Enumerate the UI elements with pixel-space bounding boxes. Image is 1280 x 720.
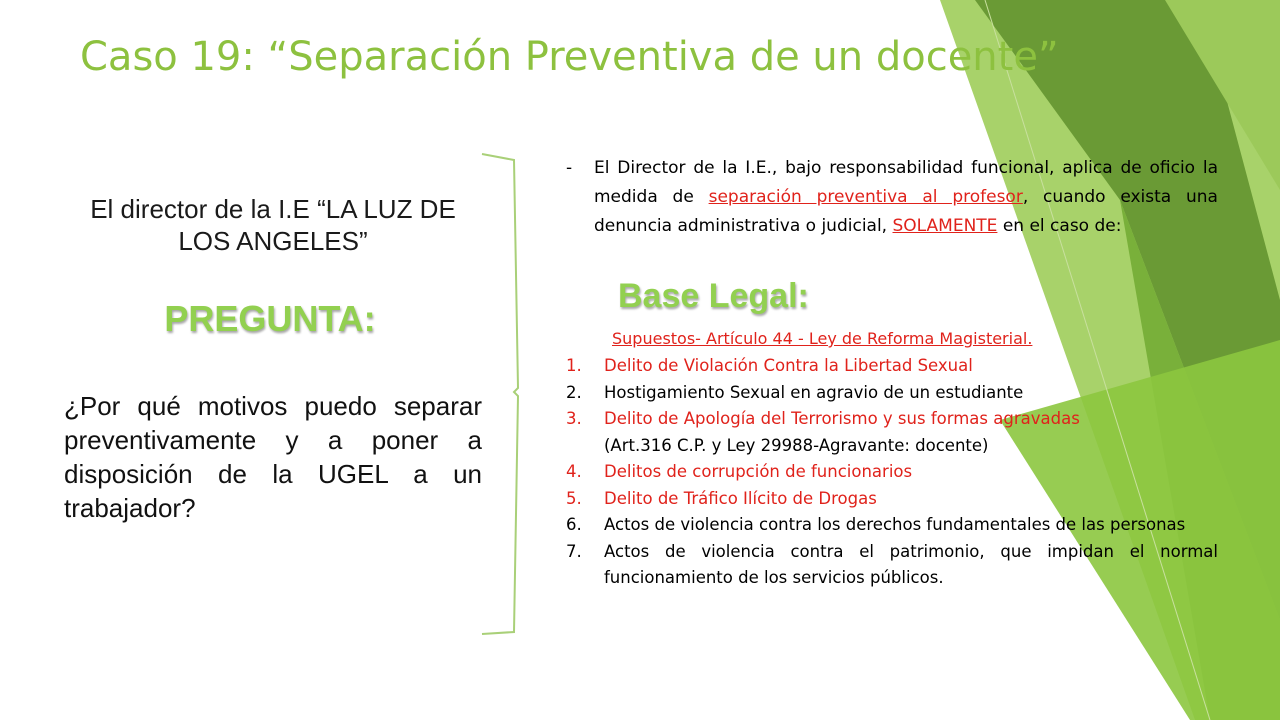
- bracket: [482, 154, 518, 634]
- director-highlight-2: SOLAMENTE: [892, 216, 998, 236]
- list-item: 5. Delito de Tráfico Ilícito de Drogas: [566, 488, 877, 508]
- base-legal-label: Base Legal:: [618, 277, 809, 315]
- list-item: 4. Delitos de corrupción de funcionarios: [566, 462, 913, 481]
- dash-marker: -: [566, 158, 573, 178]
- director-highlight-1: separación preventiva al profesor: [708, 187, 1023, 207]
- list-item: 3. Delito de Apología del Terrorismo y sus formas agravadas (Art.316 C.P. y Ley 29988-Agravante: docente): [566, 409, 1080, 455]
- director-text-part2: , cuando exista una denuncia administrativa o judicial,: [594, 187, 1218, 236]
- director-text-part3: en el caso de:: [997, 216, 1122, 236]
- intro-text: El director de la I.E “LA LUZ DE LOS ANGELES”: [90, 194, 456, 256]
- list-item: 1. Delito de Violación Contra la Libertad Sexual: [566, 356, 973, 375]
- page-title: Caso 19: “Separación Preventiva de un docente”: [80, 34, 1059, 80]
- list-item: 2. Hostigamiento Sexual en agravio de un estudiante: [566, 382, 1024, 402]
- supuestos-list: [566, 353, 1218, 592]
- pregunta-label: PREGUNTA:: [164, 298, 376, 339]
- director-text-part1: El Director de la I.E., bajo responsabilidad funcional, aplica de oficio la medida de: [594, 158, 1218, 207]
- list-item: 7. Actos de violencia contra el patrimonio, que impidan el normal funcionamiento de los servicios públicos.: [566, 541, 1218, 587]
- question-text: ¿Por qué motivos puedo separar preventivamente y a poner a disposición de la UGEL a un trabajador?: [64, 391, 482, 523]
- director-paragraph: [566, 154, 1218, 241]
- list-item: 6. Actos de violencia contra los derechos fundamentales de las personas: [566, 515, 1186, 534]
- supuestos-heading: Supuestos- Artículo 44 - Ley de Reforma Magisterial.: [612, 329, 1033, 348]
- list-item-sub: (Art.316 C.P. y Ley 29988-Agravante: docente): [604, 435, 989, 455]
